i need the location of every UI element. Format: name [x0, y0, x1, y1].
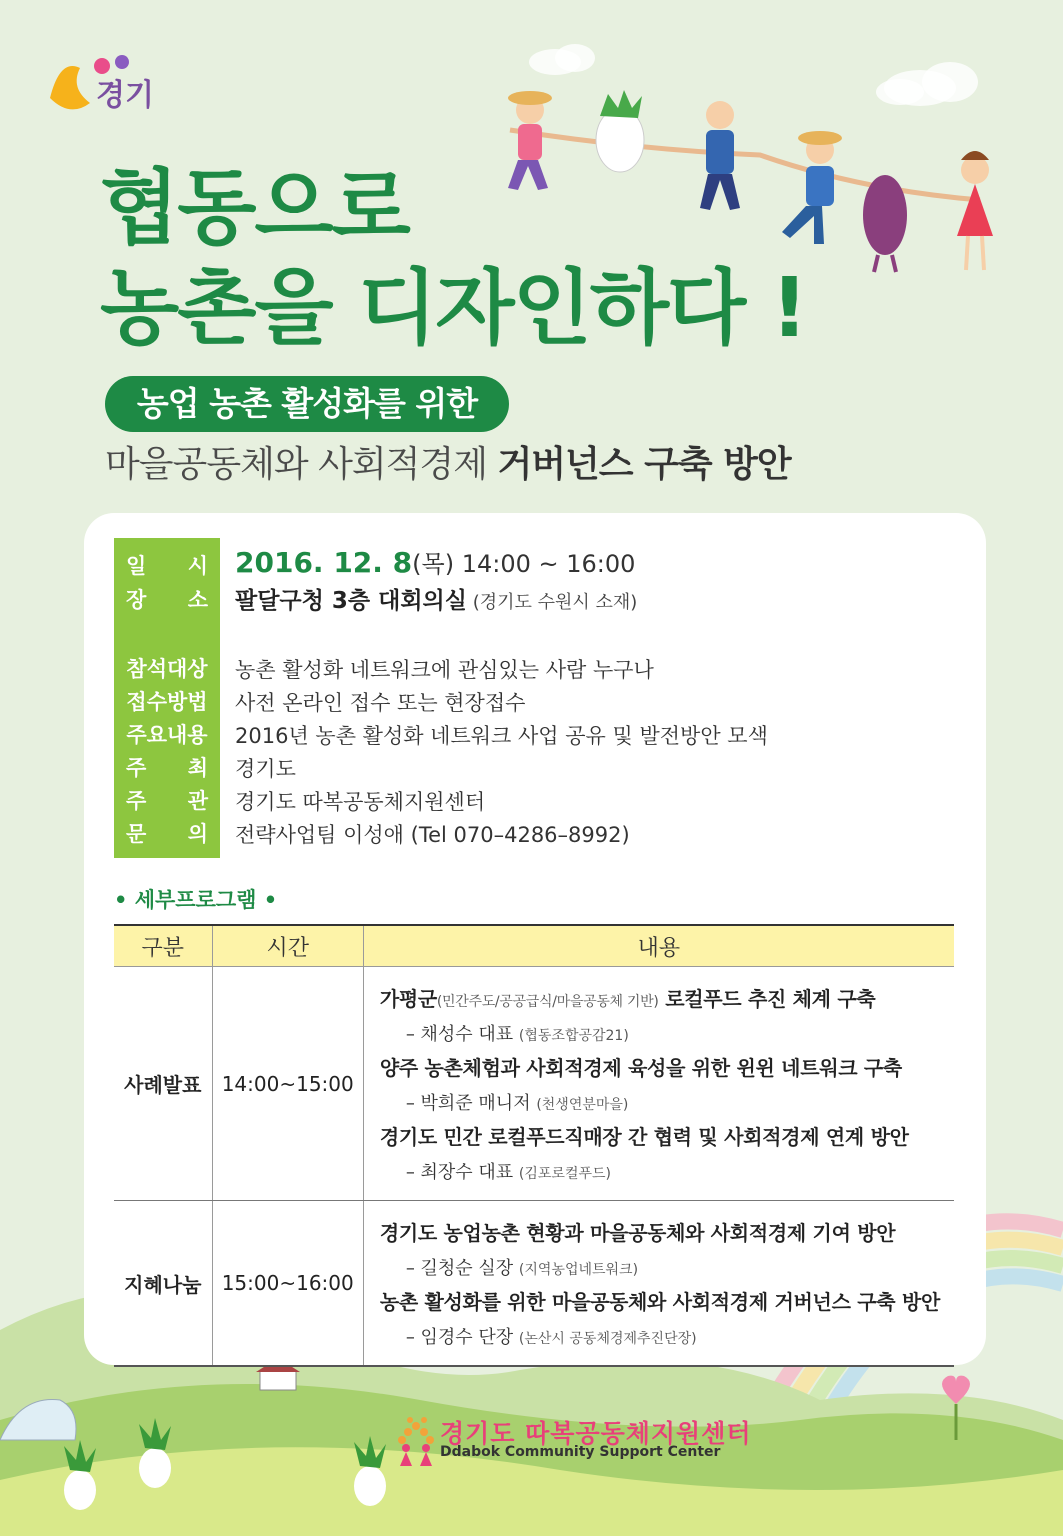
- table-cell-content: [363, 967, 954, 1201]
- label-char: 주: [126, 789, 147, 813]
- label-text: 참석대상: [126, 657, 208, 681]
- subtitle-bold: 거버넌스 구축 방안: [497, 444, 791, 485]
- value-host: 경기도: [235, 757, 296, 781]
- label-char: 일: [126, 554, 147, 578]
- house-icon: [260, 1370, 296, 1390]
- table-cell-time: 15:00~16:00: [212, 1201, 363, 1367]
- value-place: [235, 582, 637, 615]
- event-date: 2016. 12. 8: [235, 546, 413, 579]
- characters-illustration: [508, 90, 993, 272]
- speaker-org: (지역농업네트워크): [518, 1262, 639, 1278]
- label-text: 접수방법: [126, 690, 208, 714]
- program-item-speaker: [406, 1254, 940, 1280]
- table-cell-content: [363, 1201, 954, 1367]
- cloud-icon: [876, 62, 978, 106]
- label-registration: [114, 686, 220, 716]
- main-title-line1: 협동으로: [100, 161, 409, 256]
- program-item-title: 경기도 농업농촌 현황과 마을공동체와 사회적경제 기여 방안: [379, 1221, 896, 1245]
- farmer-man-figure: [782, 131, 842, 244]
- table-cell-category: 지혜나눔: [114, 1201, 212, 1367]
- label-place: [114, 584, 220, 614]
- value-content: 2016년 농촌 활성화 네트워크 사업 공유 및 발전방안 모색: [235, 724, 768, 748]
- value-inquiry: 전략사업팀 이성애 (Tel 070–4286–8992): [235, 823, 630, 847]
- label-date: [114, 550, 220, 580]
- label-text: 주요내용: [126, 723, 208, 747]
- value-target: 농촌 활성화 네트워크에 관심있는 사람 누구나: [235, 658, 654, 682]
- item-title-rest: 로컬푸드 추진 체계 구축: [658, 987, 876, 1011]
- table-row: [114, 1201, 954, 1367]
- program-item-speaker: [406, 1323, 940, 1349]
- label-char: 최: [187, 756, 208, 780]
- table-header-row: [114, 925, 954, 967]
- label-char: 주: [126, 756, 147, 780]
- label-content: [114, 719, 220, 749]
- table-header: 시간: [212, 925, 363, 967]
- event-place-sub: (경기도 수원시 소재): [466, 592, 638, 613]
- program-item-speaker: [406, 1089, 940, 1115]
- event-place: 팔달구청 3층 대회의실: [235, 588, 467, 614]
- program-title: • 세부프로그램 •: [114, 888, 278, 912]
- speaker-name: – 최장수 대표: [405, 1162, 519, 1183]
- value-organizer: 경기도 따복공동체지원센터: [235, 790, 486, 814]
- label-char: 시: [187, 554, 208, 578]
- logo-text: 경기: [96, 78, 154, 113]
- program-table: [114, 924, 954, 1367]
- table-header: 내용: [363, 925, 954, 967]
- item-title-small: (민간주도/공공급식/마을공동체 기반): [436, 994, 659, 1010]
- value-registration: 사전 온라인 접수 또는 현장접수: [235, 691, 526, 715]
- speaker-org: (협동조합공감21): [518, 1028, 629, 1044]
- cloud-icon: [529, 44, 595, 75]
- value-date: [235, 544, 635, 579]
- label-char: 관: [187, 789, 208, 813]
- label-char: 문: [126, 822, 147, 846]
- footer-org-name-en: Ddabok Community Support Center: [440, 1444, 721, 1460]
- farmer-woman-figure: [508, 91, 552, 190]
- sweet-potato-figure: [863, 175, 907, 272]
- footer-org-name: 경기도 따복공동체지원센터: [440, 1419, 752, 1448]
- subtitle: [105, 436, 791, 487]
- label-target: [114, 653, 220, 683]
- item-title-text: 가평군: [379, 987, 437, 1011]
- speaker-org: (천생연분마을): [536, 1097, 629, 1113]
- subtitle-normal: 마을공동체와 사회적경제: [105, 444, 498, 485]
- man-suit-figure: [700, 101, 740, 210]
- speaker-org: (김포로컬푸드): [518, 1166, 611, 1182]
- table-header: 구분: [114, 925, 212, 967]
- label-inquiry: [114, 818, 220, 848]
- speaker-name: – 채성수 대표: [405, 1024, 519, 1045]
- table-cell-category: 사례발표: [114, 967, 212, 1201]
- subtitle-pill: 농업 농촌 활성화를 위한: [105, 376, 509, 432]
- label-host: [114, 752, 220, 782]
- speaker-org: (논산시 공동체경제추진단장): [518, 1331, 697, 1347]
- event-time: (목) 14:00 ~ 16:00: [412, 550, 636, 578]
- cabbage-figure: [596, 90, 644, 172]
- label-char: 소: [187, 588, 208, 612]
- label-char: 의: [187, 822, 208, 846]
- main-title-line2: 농촌을 디자인하다 !: [100, 261, 807, 356]
- program-item-speaker: [406, 1158, 940, 1184]
- program-item-title: 양주 농촌체험과 사회적경제 육성을 위한 윈윈 네트워크 구축: [379, 1056, 902, 1080]
- program-item-title: [380, 983, 940, 1012]
- program-item-title: 경기도 민간 로컬푸드직매장 간 협력 및 사회적경제 연계 방안: [379, 1125, 909, 1149]
- program-item-title: 농촌 활성화를 위한 마을공동체와 사회적경제 거버넌스 구축 방안: [379, 1290, 940, 1314]
- label-organizer: [114, 785, 220, 815]
- label-char: 장: [126, 588, 147, 612]
- program-item-speaker: [406, 1020, 940, 1046]
- speaker-name: – 길청순 실장: [405, 1258, 519, 1279]
- girl-figure: [957, 151, 993, 270]
- table-row: [114, 967, 954, 1201]
- speaker-name: – 임경수 단장: [405, 1327, 519, 1348]
- speaker-name: – 박희준 매니저: [405, 1093, 537, 1114]
- table-cell-time: 14:00~15:00: [212, 967, 363, 1201]
